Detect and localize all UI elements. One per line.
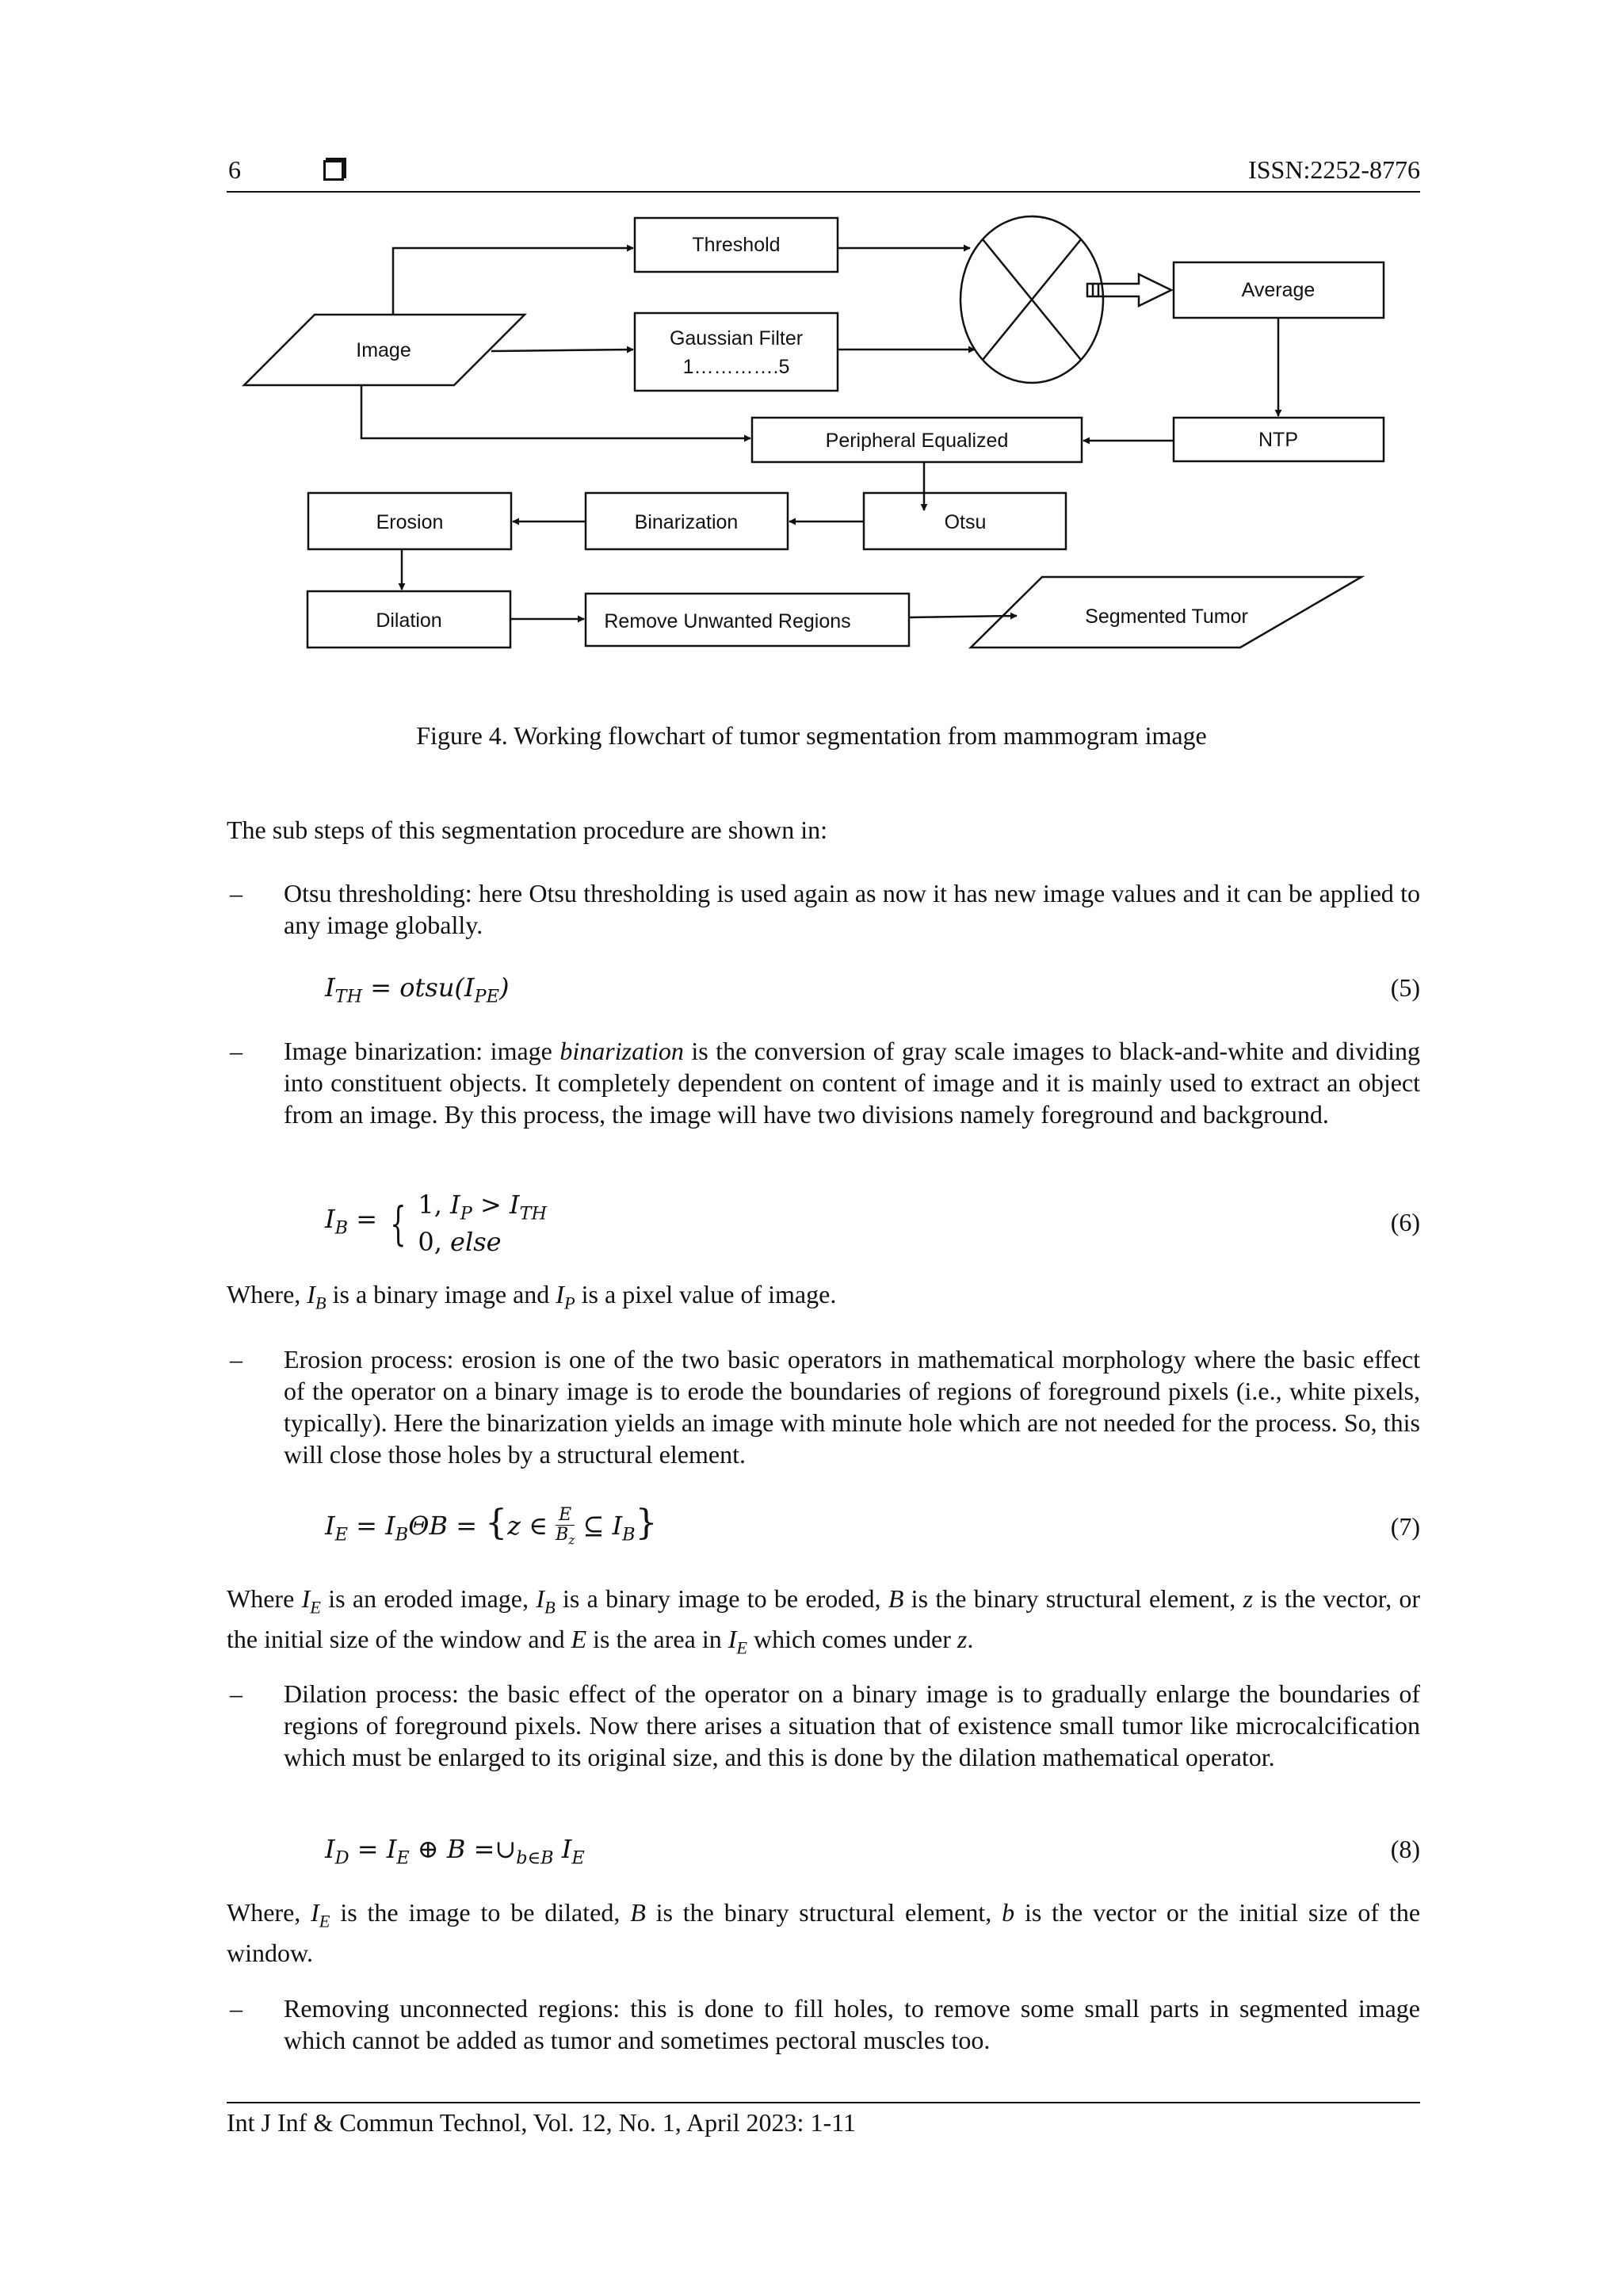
remove-node-label: Remove Unwanted Regions	[604, 610, 851, 632]
image-node-label: Image	[356, 339, 411, 361]
intro-paragraph: The sub steps of this segmentation procedure are shown in:	[227, 816, 828, 844]
bullet-dash: –	[230, 1679, 242, 1708]
bullet-dilation: Dilation process: the basic effect of the operator on a binary image is to gradually enlarge the boundaries of regions of foreground pixels. Now there arises a situation that of existence small tumor like microcalcification which must be enlarged to its original size, and this is done by the dilation mathematical operator.	[284, 1679, 1420, 1771]
where-equation-6: Where, $I_B$ is a binary image and $I_P$ is a pixel value of image.	[227, 1280, 837, 1313]
threshold-node-label: Threshold	[692, 234, 781, 256]
gaussian-node-range: 1………….5	[682, 356, 790, 378]
equation-7: $I_E = I_B\Theta B = \{z$ ∈ $\frac{E}{B_z}$ ⊆ $I_B$}	[325, 1503, 658, 1548]
where8-c: is the binary structural element,	[645, 1898, 1002, 1927]
where6-c: is a pixel value of image.	[575, 1280, 837, 1308]
where6-b: is a binary image and	[326, 1280, 556, 1308]
bullet-erosion: Erosion process: erosion is one of the two basic operators in mathematical morphology where the basic effect of the operator on a binary image is to erode the boundaries of regions of foreground pixels (i.e., white pixels, typically). Here the binarization yields an image with minute hole which are not needed for the process. So, this will close those holes by a structural element.	[284, 1345, 1420, 1469]
bullet-removing: Removing unconnected regions: this is done to fill holes, to remove some small parts in segmented image which cannot be added as tumor and sometimes pectoral muscles too.	[284, 1994, 1420, 2054]
peripheral-node-label: Peripheral Equalized	[825, 430, 1009, 452]
binarization-node-label: Binarization	[634, 511, 739, 533]
average-node-label: Average	[1241, 279, 1316, 301]
where7-d: is the binary structural element,	[903, 1584, 1243, 1613]
where8-a: Where,	[227, 1898, 311, 1927]
bullet-dash: –	[230, 1345, 242, 1373]
dilation-node-label: Dilation	[376, 609, 442, 632]
bullet-binarization-text-a: Image binarization: image	[284, 1037, 560, 1065]
page-number: 6	[228, 155, 241, 184]
bullet-dash: –	[230, 1994, 242, 2023]
equation-6-number: (6)	[1390, 1208, 1420, 1236]
erosion-node-label: Erosion	[376, 511, 444, 533]
equation-6: $I_B$ = { 1, $I_P > I_{TH}$ 0, else	[325, 1190, 548, 1258]
where7-b: is an eroded image,	[320, 1584, 537, 1613]
bullet-binarization	[284, 1035, 1420, 1130]
bullet-otsu: Otsu thresholding: here Otsu thresholding is used again as now it has new image values and it can be applied to any image globally.	[284, 879, 1420, 939]
issn: ISSN:2252-8776	[1248, 155, 1420, 184]
ntp-node-label: NTP	[1258, 429, 1298, 451]
where7-f: is the area in	[586, 1625, 728, 1654]
where-equation-8: Where, $I_E$ is the image to be dilated, B is the binary structural element, b is the vector or the initial size of the window.	[227, 1898, 1421, 1968]
footer-rule	[227, 2102, 1420, 2103]
footer-citation: Int J Inf & Commun Technol, Vol. 12, No. 1, April 2023: 1-11	[227, 2108, 856, 2137]
where7-h: .	[967, 1625, 974, 1654]
equation-5: $I_{TH}$ = $otsu(I_{PE})$	[325, 972, 510, 1007]
where8-b: is the image to be dilated,	[330, 1898, 631, 1927]
where7-c: is a binary image to be eroded,	[555, 1584, 888, 1613]
bullet-dash: –	[230, 879, 242, 907]
equation-7-number: (7)	[1390, 1512, 1420, 1541]
where6-a: Where,	[227, 1280, 307, 1308]
otsu-node-label: Otsu	[944, 511, 987, 533]
binarization-term: binarization	[559, 1037, 684, 1065]
where8-d: is the vector or the initial size of the window.	[227, 1898, 1421, 1968]
equation-5-number: (5)	[1390, 973, 1420, 1002]
equation-8: $I_D = I_E$ ⊕ $B =\cup_{b\in B}$ $I_E$	[325, 1834, 585, 1869]
where7-e: is the vector, or the initial size of the window and	[227, 1584, 1421, 1654]
flowchart	[0, 0, 1623, 682]
block-arrow	[1087, 274, 1171, 306]
equation-8-number: (8)	[1390, 1835, 1420, 1863]
bullet-dash: –	[230, 1037, 242, 1065]
bullet-binarization-text-b: is the conversion of gray scale images to black-and-white and dividing into constituent objects. It completely dependent on content of image and it is mainly used to extract an object from an image. By this process, the image will have two divisions namely foreground and background.	[284, 1037, 1421, 1129]
where7-a: Where	[227, 1584, 302, 1613]
segmented-node-label: Segmented Tumor	[1085, 606, 1248, 628]
figure-caption: Figure 4. Working flowchart of tumor segmentation from mammogram image	[416, 721, 1207, 750]
where-equation-7: Where $I_E$ is an eroded image, $I_B$ is a binary image to be eroded, B is the binary structural element, z is the vector, or the initial size of the window and E is the area in $I_E$ which comes under z.	[227, 1584, 1421, 1658]
where7-g: which comes under	[747, 1625, 957, 1654]
gaussian-node-label: Gaussian Filter	[669, 327, 804, 350]
gaussian-node-shape	[635, 313, 838, 391]
